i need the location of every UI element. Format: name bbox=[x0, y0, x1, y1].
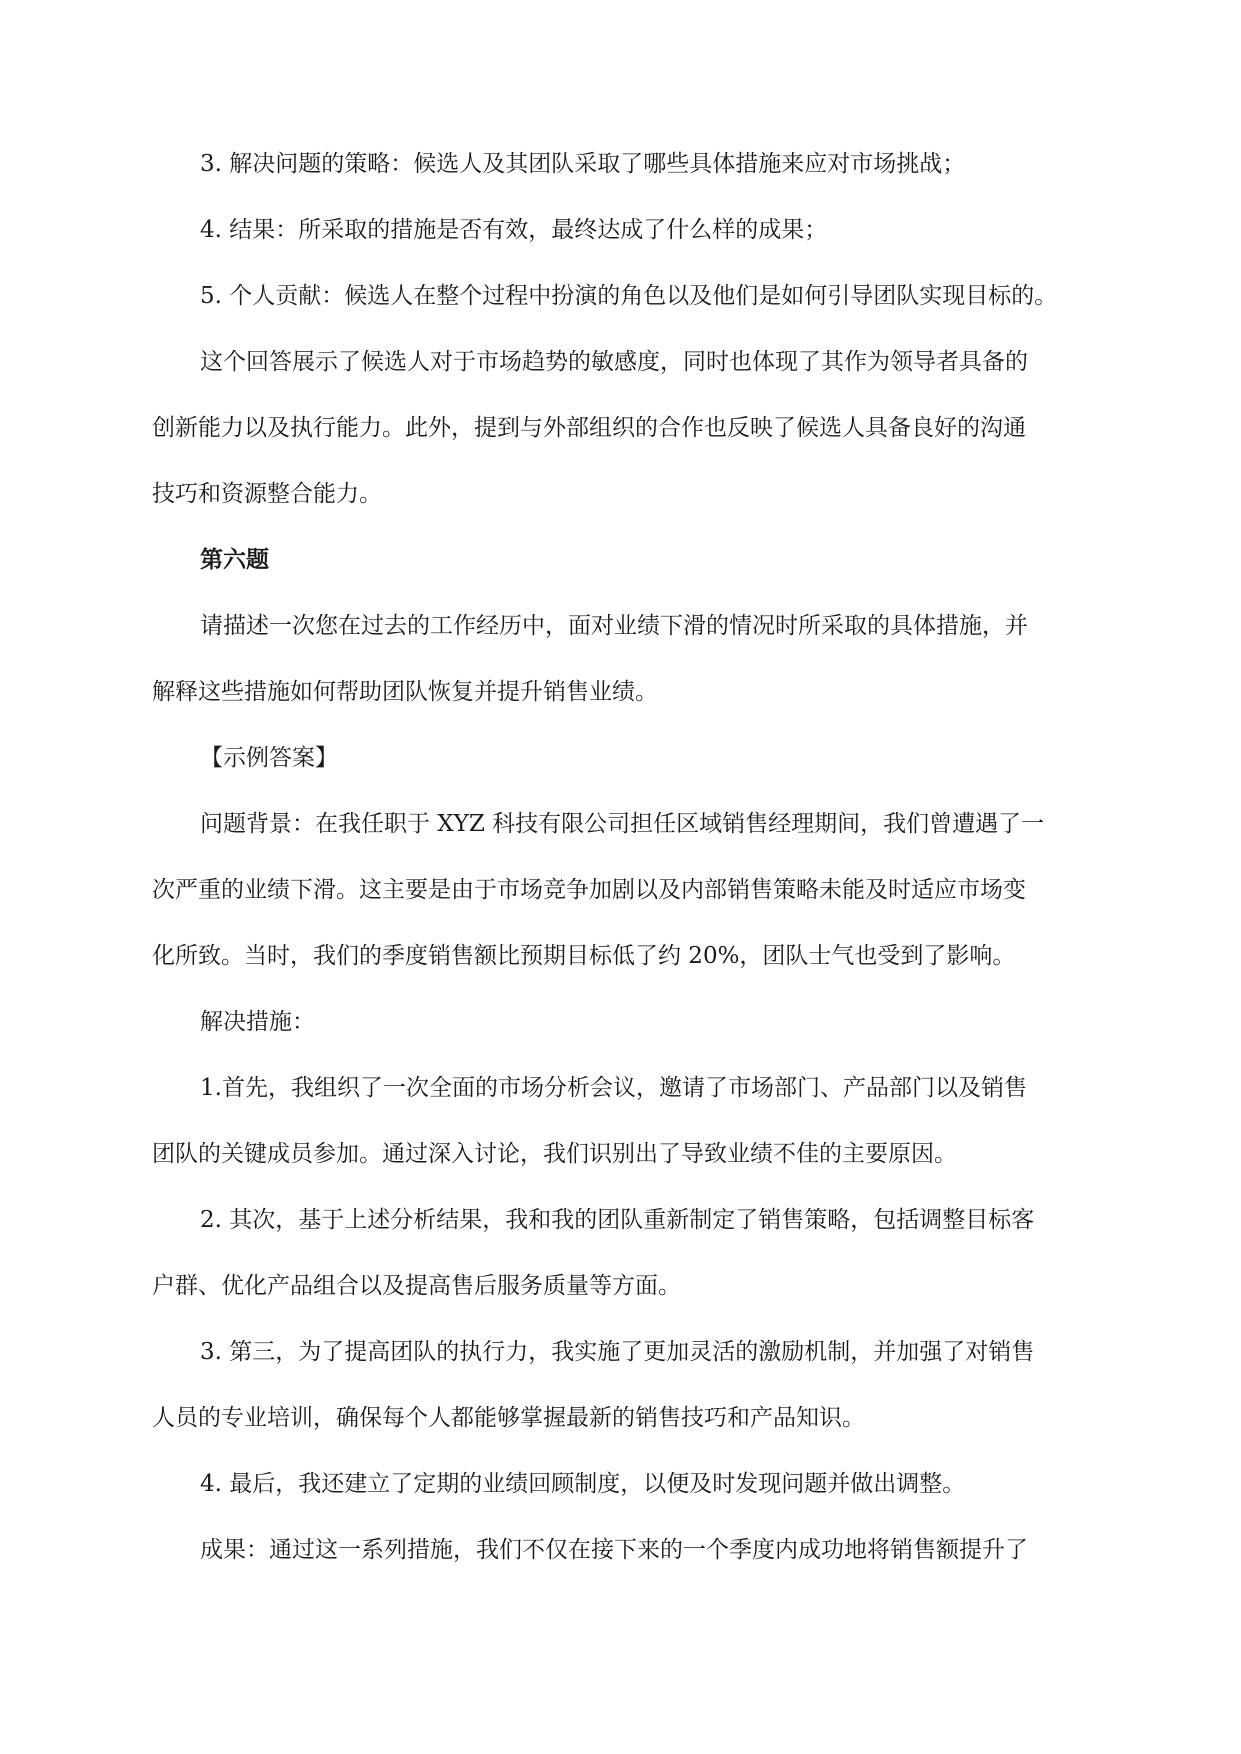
section-heading: 第六题 bbox=[200, 546, 269, 573]
paragraph-line: 团队的关键成员参加。通过深入讨论，我们识别出了导致业绩不佳的主要原因。 bbox=[152, 1141, 957, 1167]
sample-answer-label: 【示例答案】 bbox=[200, 745, 338, 771]
question-line: 解释这些措施如何帮助团队恢复并提升销售业绩。 bbox=[152, 679, 658, 705]
paragraph-line: 技巧和资源整合能力。 bbox=[152, 481, 382, 507]
list-item-result: 4. 结果：所采取的措施是否有效，最终达成了什么样的成果； bbox=[200, 217, 828, 243]
list-item-third: 3. 第三，为了提高团队的执行力，我实施了更加灵活的激励机制，并加强了对销售 bbox=[200, 1339, 1035, 1365]
paragraph-line: 户群、优化产品组合以及提高售后服务质量等方面。 bbox=[152, 1273, 681, 1299]
paragraph-line: 创新能力以及执行能力。此外，提到与外部组织的合作也反映了候选人具备良好的沟通 bbox=[152, 415, 1026, 441]
solution-label: 解决措施： bbox=[200, 1009, 315, 1035]
list-item-contribution: 5. 个人贡献：候选人在整个过程中扮演的角色以及他们是如何引导团队实现目标的。 bbox=[200, 283, 1058, 309]
paragraph-line: 成果：通过这一系列措施，我们不仅在接下来的一个季度内成功地将销售额提升了 bbox=[200, 1537, 1028, 1563]
list-item-first: 1.首先，我组织了一次全面的市场分析会议，邀请了市场部门、产品部门以及销售 bbox=[200, 1075, 1027, 1101]
list-item-strategy: 3. 解决问题的策略：候选人及其团队采取了哪些具体措施来应对市场挑战； bbox=[200, 151, 966, 177]
paragraph-line: 化所致。当时，我们的季度销售额比预期目标低了约 20%，团队士气也受到了影响。 bbox=[152, 943, 1016, 969]
question-line: 请描述一次您在过去的工作经历中，面对业绩下滑的情况时所采取的具体措施，并 bbox=[200, 613, 1028, 639]
list-item-fourth: 4. 最后，我还建立了定期的业绩回顾制度，以便及时发现问题并做出调整。 bbox=[200, 1471, 966, 1497]
paragraph-line: 次严重的业绩下滑。这主要是由于市场竞争加剧以及内部销售策略未能及时适应市场变 bbox=[152, 877, 1026, 903]
paragraph-line: 人员的专业培训，确保每个人都能够掌握最新的销售技巧和产品知识。 bbox=[152, 1405, 865, 1431]
list-item-second: 2. 其次，基于上述分析结果，我和我的团队重新制定了销售策略，包括调整目标客 bbox=[200, 1207, 1035, 1233]
paragraph-line: 问题背景：在我任职于 XYZ 科技有限公司担任区域销售经理期间，我们曾遭遇了一 bbox=[200, 811, 1045, 837]
paragraph-line: 这个回答展示了候选人对于市场趋势的敏感度，同时也体现了其作为领导者具备的 bbox=[200, 349, 1028, 375]
